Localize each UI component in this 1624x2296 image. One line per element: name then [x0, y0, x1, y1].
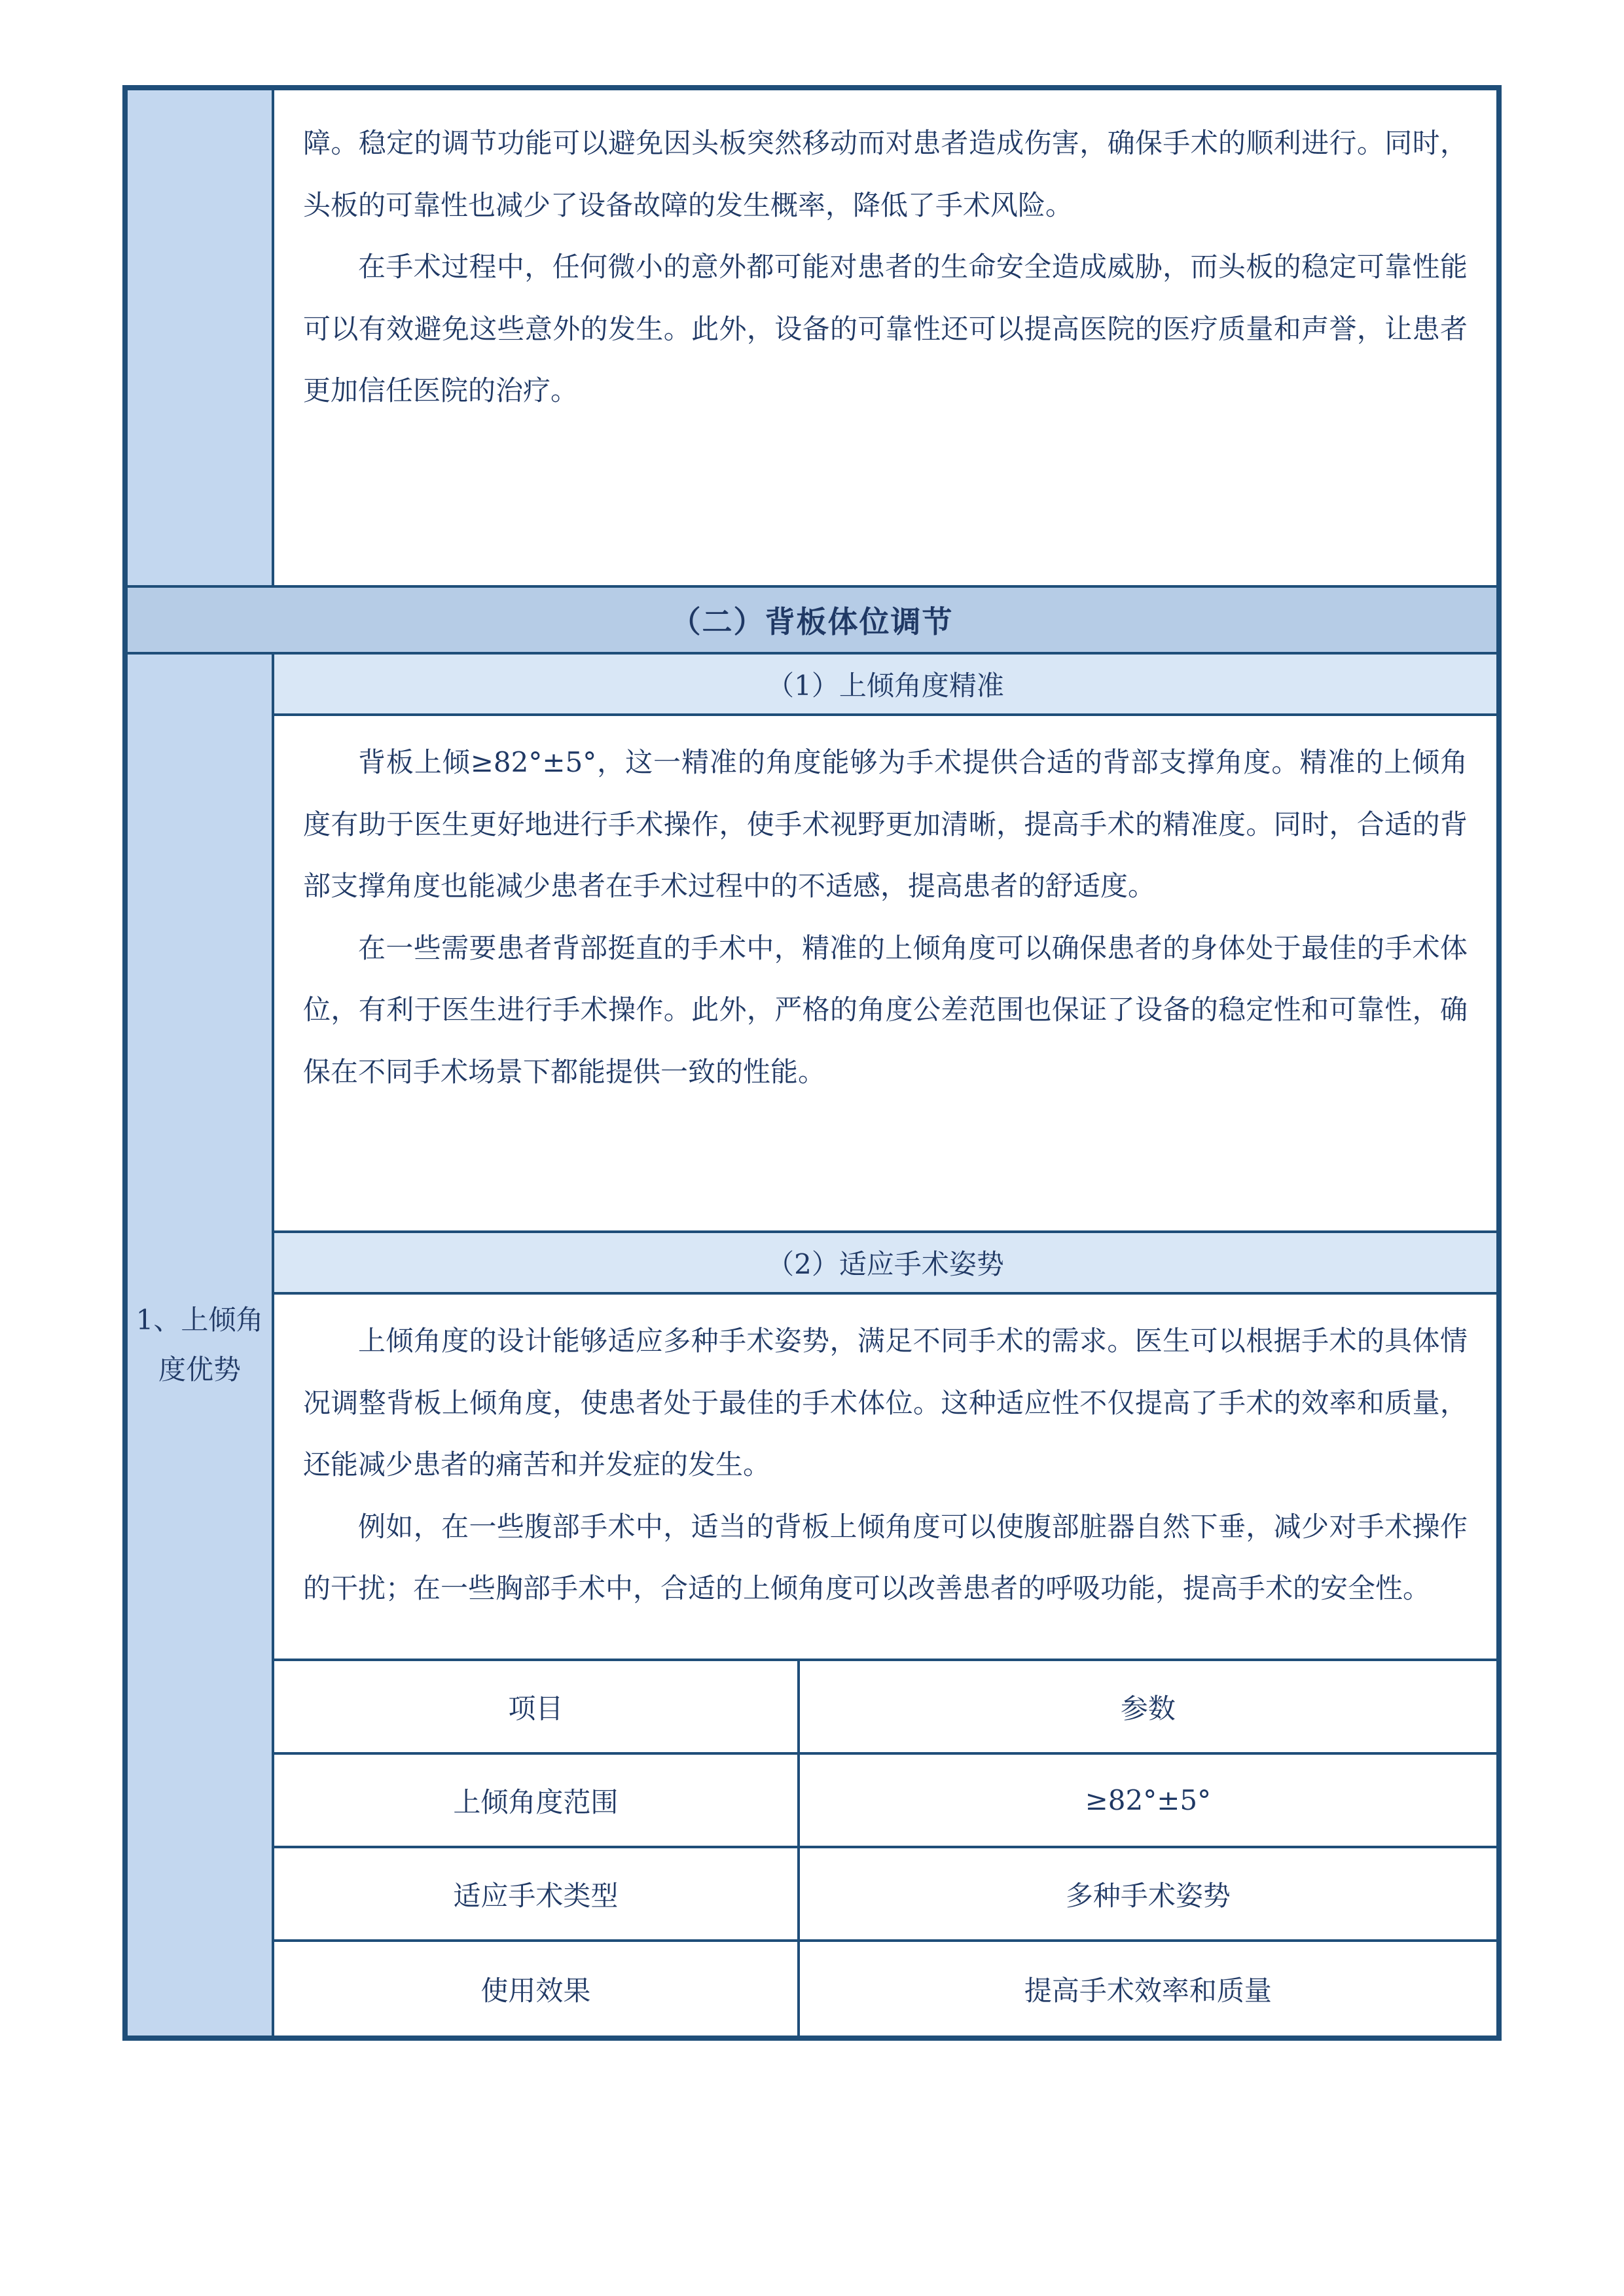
section-header: （二）背板体位调节 [128, 588, 1496, 655]
table-row [128, 655, 1496, 2036]
param-table-row [274, 1942, 1496, 2036]
subsection-text [274, 716, 1496, 1233]
param-cell-value: 多种手术姿势 [1065, 1879, 1231, 1912]
param-cell-value: ≥82°±5° [1085, 1784, 1212, 1816]
subsection-title: （2）适应手术姿势 [274, 1233, 1496, 1295]
table-row [128, 90, 1496, 588]
param-header-item: 项目 [274, 1661, 800, 1752]
document-table [122, 85, 1502, 2041]
param-cell-item: 使用效果 [274, 1942, 800, 2036]
body-paragraph: 上倾角度的设计能够适应多种手术姿势，满足不同手术的需求。医生可以根据手术的具体情况调整背板上倾角度，使患者处于最佳的手术体位。这种适应性不仅提高了手术的效率和质量，还能减少患者的痛苦和并发症的发生。 [303, 1325, 1468, 1480]
param-cell-item: 上倾角度范围 [274, 1755, 800, 1846]
body-paragraph: 障。稳定的调节功能可以避免因头板突然移动而对患者造成伤害，确保手术的顺利进行。同时，头板的可靠性也减少了设备故障的发生概率，降低了手术风险。 [303, 127, 1468, 221]
body-paragraph: 背板上倾≥82°±5°，这一精准的角度能够为手术提供合适的背部支撑角度。精准的上倾角度有助于医生更好地进行手术操作，使手术视野更加清晰，提高手术的精准度。同时，合适的背部支撑角度也能减少患者在手术过程中的不适感，提高患者的舒适度。 [303, 746, 1468, 902]
param-table-row [274, 1848, 1496, 1942]
body-paragraph: 例如，在一些腹部手术中，适当的背板上倾角度可以使腹部脏器自然下垂，减少对手术操作的干扰；在一些胸部手术中，合适的上倾角度可以改善患者的呼吸功能，提高手术的安全性。 [303, 1510, 1468, 1604]
param-header-value: 参数 [1120, 1692, 1176, 1725]
body-paragraph: 在手术过程中，任何微小的意外都可能对患者的生命安全造成威胁，而头板的稳定可靠性能可以有效避免这些意外的发生。此外，设备的可靠性还可以提高医院的医疗质量和声誉，让患者更加信任医院的治疗。 [303, 251, 1468, 406]
section-content-cell [274, 655, 1496, 2036]
row-label-cell-empty [128, 90, 274, 585]
continuation-text-cell [274, 90, 1496, 585]
subsection-text [274, 1295, 1496, 1661]
row-label-cell: 1、上倾角度优势 [128, 655, 274, 2036]
param-cell-value: 提高手术效率和质量 [1024, 1974, 1272, 2007]
param-cell-item: 适应手术类型 [274, 1848, 800, 1939]
body-paragraph: 在一些需要患者背部挺直的手术中，精准的上倾角度可以确保患者的身体处于最佳的手术体位，有利于医生进行手术操作。此外，严格的角度公差范围也保证了设备的稳定性和可靠性，确保在不同手术场景下都能提供一致的性能。 [303, 931, 1468, 1088]
subsection-title: （1）上倾角度精准 [274, 655, 1496, 716]
param-table-row [274, 1755, 1496, 1848]
param-table [274, 1661, 1496, 2036]
param-table-header-row [274, 1661, 1496, 1755]
